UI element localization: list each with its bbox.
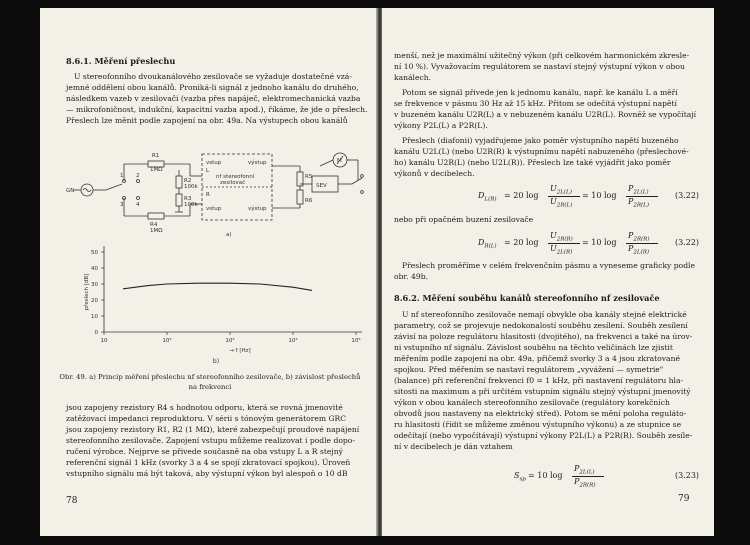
text-line: Potom se signál přivede jen k jednomu kanálu, např. ke kanálu L a měří	[402, 88, 678, 97]
label-100k-2: 100k	[184, 202, 198, 208]
y-tick-label: 50	[91, 250, 98, 256]
label-a: a)	[226, 232, 232, 238]
equation-number: (3.22)	[675, 191, 700, 200]
label-2: 2	[136, 173, 140, 179]
label-1: 1	[120, 173, 124, 179]
crosstalk-chart	[40, 240, 377, 372]
text-line: ni vstupního nf signálu. Závislost souběhu na těchto veličinách lze zjistit	[394, 343, 673, 352]
section-heading-862: 8.6.2. Měření souběhu kanálů stereofonního nf zesilovače	[394, 293, 660, 303]
text-line: odečítají (nebo vypočítávají) výstupní výkony P2L(L) a P2R(R). Souběh zesíle-	[394, 431, 693, 440]
text-line: jsou zapojeny rezistory R4 s hodnotou odporu, která se rovná jmenovité	[66, 403, 343, 412]
eq-den1-sub: 2L(R)	[556, 249, 573, 256]
text-line: ní 10 %). Vyvažovacím regulátorem se nastaví stejný výstupní výkon v obou	[394, 62, 685, 71]
x-tick-label: 10²	[162, 338, 172, 344]
label-amp-name-2: zesilovač	[220, 180, 246, 186]
eq-num2: P	[628, 231, 634, 240]
label-r4: R4	[150, 222, 158, 228]
text-line: menší, než je maximální užitečný výkon (při celkovém harmonickém zkresle-	[394, 51, 690, 60]
text-line: parametry, což se projevuje nedokonalostí souběhu zesílení. Souběh zesílení	[394, 321, 688, 330]
label-gn: GN	[66, 188, 75, 194]
caption-line: Obr. 49. a) Princip měření přeslechu nf stereofonního zesilovače, b) závislost přeslechů	[59, 373, 361, 381]
text-line: referenční signál 1 kHz (svorky 3 a 4 se spojí zkratovací spojkou). Úroveň	[66, 458, 351, 467]
label-r1: R1	[152, 153, 160, 159]
label-1mohm: 1MΩ	[150, 167, 163, 173]
eq-lhs: S	[514, 471, 520, 480]
eq-mid-a: = 10 log	[528, 471, 563, 480]
label-r5: R5	[305, 174, 313, 180]
eq-den2-sub: 2R(L)	[633, 202, 649, 209]
text-line: měřením podle zapojení na obr. 49a, přičemž svorky 3 a 4 jsou zkratované	[394, 354, 680, 363]
text-line: sitosti na maximum a při určitém vstupním signálu stejný výstupní jmenovitý	[394, 387, 691, 396]
y-tick-label: 10	[91, 314, 98, 320]
eq-den2-sub: 2L(R)	[633, 249, 649, 256]
text-line: výkon v obou kanálech stereofonního zesilovače (regulátory korekčních	[394, 398, 670, 407]
page-number-left: 78	[66, 496, 78, 506]
eq-num: P	[574, 464, 580, 473]
resistor-r3	[176, 194, 182, 206]
text-line: kanálu U2L(L) (nebo U2R(R) k výstupnímu napětí nabuzeného (přeslechové-	[394, 147, 689, 156]
text-line: ho) kanálu U2R(L) (nebo U2L(R)). Přeslech lze také vyjádřit jako poměr	[394, 158, 671, 167]
text-line: stereofonního zesilovače. Zapojení vstupu můžeme realizovat i podle dopo-	[66, 436, 355, 445]
x-axis-label: → f [Hz]	[229, 348, 251, 354]
eq-mid-b: = 10 log	[582, 238, 617, 247]
text-line: U nf stereofonního zesilovače nemají obvykle oba kanály stejné elektrické	[402, 310, 687, 319]
label-3: 3	[120, 202, 124, 208]
page-left	[40, 8, 377, 536]
label-vystup-2: výstup	[248, 206, 267, 212]
x-tick-label: 10³	[225, 338, 235, 344]
text-line: vstupního signálu má být taková, aby výstupní výkon byl alespoň o 10 dB	[66, 469, 348, 478]
label-r3: R3	[184, 196, 192, 202]
eq-lhs-sub: L(R)	[484, 196, 497, 203]
resistor-r2	[176, 176, 182, 188]
page-number-right: 79	[678, 494, 690, 504]
eq-mid-a: = 20 log	[504, 191, 539, 200]
resistor-r6	[297, 190, 303, 204]
text-line: jsou zapojeny rezistory R1, R2 (1 MΩ), které zabezpečují proudové napájení	[66, 425, 360, 434]
text-line: výkonů v decibelech.	[394, 169, 475, 178]
eq-den1: U	[550, 197, 557, 206]
eq-num-sub: 2L(L)	[579, 469, 595, 476]
label-amp-name: nf stereofonní	[216, 174, 255, 180]
text-line: (balance) při referenční frekvenci f0 = 1 kHz, při nastavení regulátoru hla-	[394, 376, 684, 385]
text-line: se frekvence v pásmu 30 Hz až 15 kHz. Přitom se odečítá výstupní napětí	[394, 99, 677, 108]
equation-number: (3.23)	[675, 471, 700, 480]
text-line: Přeslech (diafonii) vyjadřujeme jako poměr výstupního napětí buzeného	[402, 136, 679, 145]
section-heading-861: 8.6.1. Měření přeslechu	[66, 56, 176, 66]
circuit-diagram	[40, 126, 377, 238]
text-line: Přeslech lze měnit podle zapojení na obr. 49a. Na výstupech obou kanálů	[66, 116, 348, 125]
eq-num2-sub: 2L(L)	[633, 189, 649, 196]
text-line: ru hlasitosti (řídit se můžeme změnou výstupního výkonu) a ze stupnice se	[394, 420, 682, 429]
text-line: nebo při opačném buzení zesilovače	[394, 215, 534, 224]
label-m: M	[337, 158, 342, 164]
caption-line: na frekvenci	[188, 383, 232, 391]
text-line: závisí na poloze regulátoru hlasitosti (dvojitého), na frekvenci a také na úrov-	[394, 332, 693, 341]
eq-den-sub: 2R(R)	[579, 482, 596, 489]
eq-den1-sub: 2R(L)	[556, 202, 573, 209]
eq-lhs-sub: sp	[519, 476, 526, 483]
eq-den2: P	[628, 244, 634, 253]
y-tick-label: 30	[91, 282, 98, 288]
text-line: U stereofonního dvoukanálového zesilovače se vyžaduje dostatečné vzá-	[74, 72, 352, 81]
label-r2: R2	[184, 178, 192, 184]
text-line: obr. 49b.	[394, 272, 428, 281]
eq-num1: U	[550, 184, 557, 193]
page-right	[382, 8, 714, 536]
eq-lhs-sub: R(L)	[484, 243, 497, 250]
label-sev: SEV	[316, 183, 327, 189]
label-r: R	[206, 192, 210, 198]
label-4: 4	[136, 202, 140, 208]
label-100k: 100k	[184, 184, 198, 190]
eq-mid-a: = 20 log	[504, 238, 539, 247]
eq-num1-sub: 2L(L)	[556, 189, 572, 196]
label-vstup-2: vstup	[206, 206, 222, 212]
x-tick-label: 10⁴	[288, 338, 298, 344]
eq-mid-b: = 10 log	[582, 191, 617, 200]
label-r6: R6	[305, 198, 313, 204]
eq-lhs: D	[478, 191, 485, 200]
eq-num2-sub: 2R(R)	[633, 236, 650, 243]
text-line: následkem vazeb v zesilovači (vazba přes napáječ, elektromechanická vazba	[66, 94, 361, 103]
eq-den1: U	[550, 244, 557, 253]
text-line: — mikrofoničnost, indukční, kapacitní vazba apod.), říkáme, že jde o přeslech.	[66, 105, 368, 114]
label-l: L	[206, 168, 210, 174]
eq-den2: P	[628, 197, 634, 206]
eq-num2: P	[628, 184, 634, 193]
text-line: Přeslech proměříme v celém frekvenčním pásmu a vyneseme graficky podle	[402, 261, 695, 270]
y-axis-label: přeslech [dB]	[84, 273, 90, 311]
text-line: kanálech.	[394, 73, 432, 82]
series-line	[123, 283, 312, 290]
eq-den: P	[574, 477, 580, 486]
chart-sublabel: b)	[212, 358, 220, 365]
text-line: ručení výrobce. Nejprve se přivede současně na oba vstupy L a R stejný	[66, 447, 343, 456]
x-tick-label: 10	[100, 338, 108, 344]
text-line: ní v decibelech je dán vztahem	[394, 442, 513, 451]
y-tick-label: 0	[94, 330, 98, 336]
x-tick-label: 10⁵	[351, 338, 361, 344]
text-line: zatěžovací impedanci reproduktoru. V sérii s tónovým generátorem GRC	[66, 414, 347, 423]
text-line: obvodů jsou nastaveny na elektrický střed). Potom se mění poloha reguláto-	[394, 409, 687, 418]
y-tick-label: 20	[91, 298, 98, 304]
y-tick-label: 40	[91, 266, 98, 272]
text-line: jemné oddělení obou kanálů. Proniká-li signál z jednoho kanálu do druhého,	[66, 83, 359, 92]
label-vystup: výstup	[248, 160, 267, 166]
label-vstup: vstup	[206, 160, 222, 166]
label-1mohm-2: 1MΩ	[150, 228, 163, 234]
eq-num1-sub: 2R(R)	[556, 236, 573, 243]
eq-lhs: D	[478, 238, 485, 247]
text-line: v buzeném kanálu U2R(L) a v nebuzeném kanálu U2R(L). Rovněž se vypočítají	[394, 110, 697, 119]
equation-number: (3.22)	[675, 238, 700, 247]
text-line: výkony P2L(L) a P2R(L).	[394, 121, 488, 130]
resistor-r4-left	[148, 213, 164, 219]
eq-num1: U	[550, 231, 557, 240]
text-line: spojkou. Před měřením se nastaví regulátorem „vyvážení — symetrie"	[394, 365, 664, 374]
